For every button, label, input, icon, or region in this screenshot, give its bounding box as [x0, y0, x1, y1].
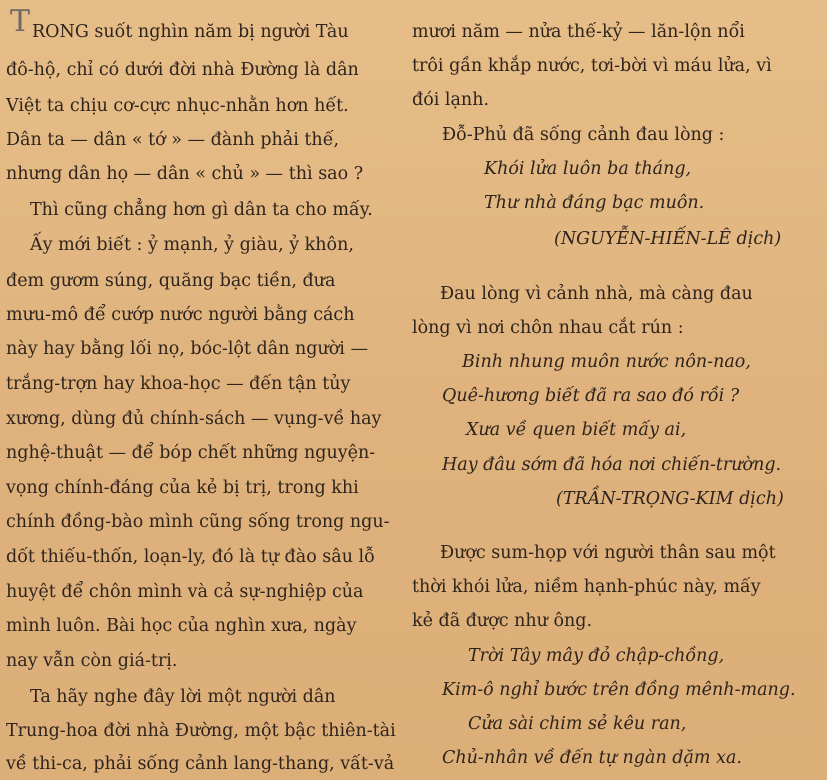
text-line: Ta hãy nghe đây lời một người dân: [30, 687, 336, 707]
verse-line: Chủ-nhân về đến tự ngàn dặm xa.: [442, 748, 742, 768]
text-line: đói lạnh.: [412, 90, 490, 110]
verse-line: Xưa về quen biết mấy ai,: [466, 420, 687, 440]
translator-credit: (TRẦN-TRỌNG-KIM dịch): [556, 489, 784, 509]
text-line: về thi-ca, phải sống cảnh lang-thang, vất-vả: [6, 754, 395, 774]
text-line: Ấy mới biết : ỷ mạnh, ỷ giàu, ỷ khôn,: [30, 235, 354, 255]
text-line: nghệ-thuật — để bóp chết những nguyện-: [6, 443, 376, 463]
text-line: kẻ đã được như ông.: [412, 611, 593, 631]
text-line: nay vẫn còn giá-trị.: [6, 651, 178, 671]
text-line: Dân ta — dân « tớ » — đành phải thế,: [6, 130, 340, 150]
text-line: dốt thiếu-thốn, loạn-ly, đó là tự đào sâu lỗ: [6, 547, 375, 567]
text-line: mình luôn. Bài học của nghìn xưa, ngày: [6, 616, 357, 636]
verse-line: Hay đâu sớm đã hóa nơi chiến-trường.: [442, 455, 782, 475]
text-line: RONG suốt nghìn năm bị người Tàu: [32, 22, 349, 42]
text-line: thời khói lửa, niềm hạnh-phúc này, mấy: [412, 577, 761, 597]
verse-line: Thư nhà đáng bạc muôn.: [484, 193, 705, 213]
text-line: Trung-hoa đời nhà Đường, một bậc thiên-tài: [6, 721, 396, 741]
text-line: Đỗ-Phủ đã sống cảnh đau lòng :: [442, 125, 725, 145]
text-line: mưu-mô để cướp nước người bằng cách: [6, 305, 355, 325]
verse-line: Binh nhung muôn nước nôn-nao,: [462, 352, 751, 372]
text-line: huyệt để chôn mình và cả sự-nghiệp của: [6, 582, 364, 602]
text-line: đem gươm súng, quăng bạc tiền, đưa: [6, 271, 336, 291]
text-line: Được sum-họp với người thân sau một: [440, 543, 776, 563]
text-line: chính đồng-bào mình cũng sống trong ngu-: [6, 512, 390, 532]
text-line: nhưng dân họ — dân « chủ » — thì sao ?: [6, 164, 364, 184]
verse-line: Trời Tây mây đỏ chập-chồng,: [468, 646, 725, 666]
text-line: Việt ta chịu cơ-cực nhục-nhằn hơn hết.: [6, 96, 349, 116]
text-line: trắng-trợn hay khoa-học — đến tận tủy: [6, 374, 351, 394]
text-line: mươi năm — nửa thế-kỷ — lăn-lộn nổi: [412, 22, 745, 42]
text-line: này hay bằng lối nọ, bóc-lột dân người —: [6, 339, 368, 359]
verse-line: Cửa sài chim sẻ kêu ran,: [468, 714, 687, 734]
translator-credit: (NGUYỄN-HIẾN-LÊ dịch): [554, 229, 782, 249]
verse-line: Khói lửa luôn ba tháng,: [484, 159, 692, 179]
verse-line: Kim-ô nghỉ bước trên đồng mênh-mang.: [442, 680, 796, 700]
text-line: vọng chính-đáng của kẻ bị trị, trong khi: [6, 478, 359, 498]
verse-line: Quê-hương biết đã ra sao đó rồi ?: [442, 386, 740, 406]
drop-cap: T: [10, 4, 31, 39]
text-line: Thì cũng chẳng hơn gì dân ta cho mấy.: [30, 200, 373, 220]
text-line: Đau lòng vì cảnh nhà, mà càng đau: [440, 284, 753, 304]
text-line: trôi gần khắp nước, tơi-bời vì máu lửa, vì: [412, 56, 772, 76]
text-line: lòng vì nơi chôn nhau cắt rún :: [412, 318, 684, 338]
text-line: đô-hộ, chỉ có dưới đời nhà Đường là dân: [6, 60, 359, 80]
text-line: xương, dùng đủ chính-sách — vụng-về hay: [6, 409, 382, 429]
